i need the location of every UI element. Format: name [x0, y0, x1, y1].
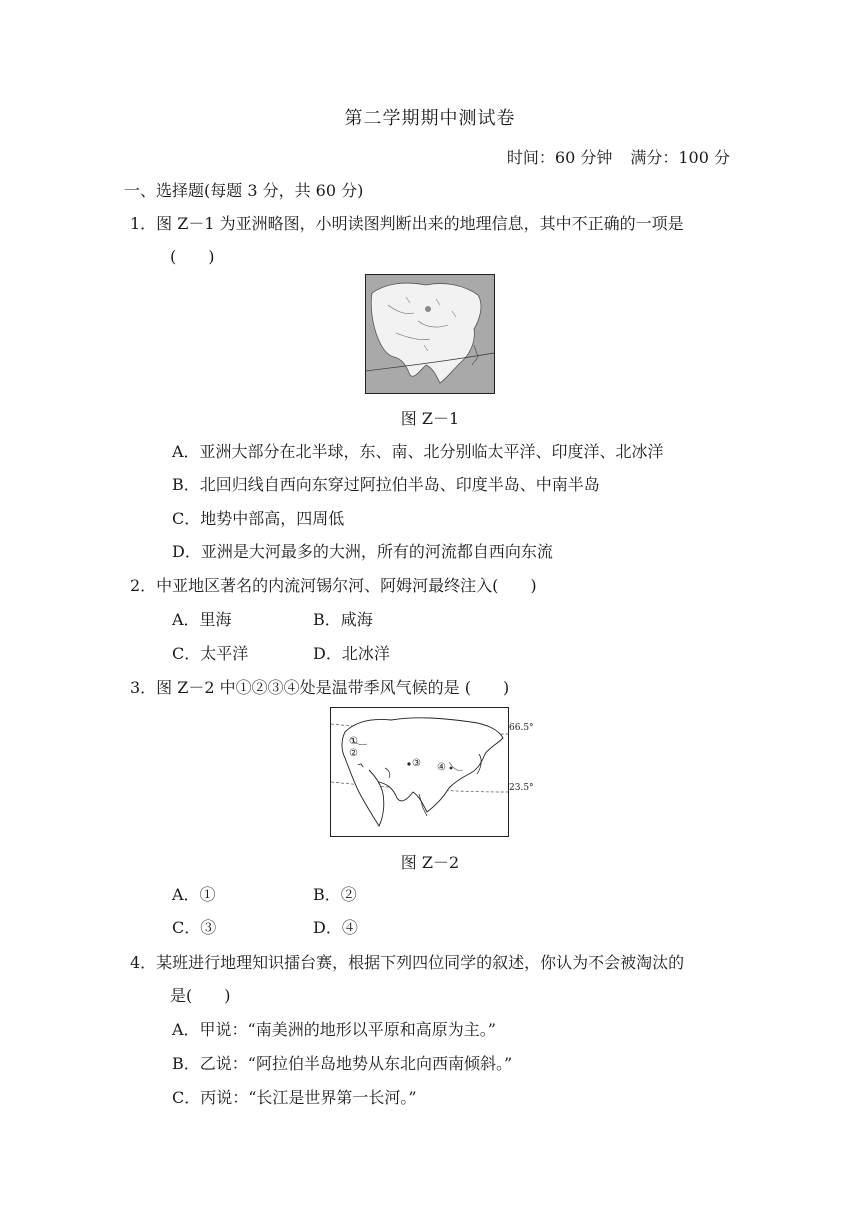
exam-score: 满分：100 分 — [630, 148, 730, 167]
q3-option-c: C．③ — [172, 918, 217, 937]
q3-option-b: B．② — [313, 885, 357, 904]
section-heading: 一、选择题(每题 3 分，共 60 分) — [124, 181, 364, 200]
exam-title: 第二学期期中测试卷 — [344, 108, 516, 129]
arctic-circle-label: 66.5° — [509, 723, 534, 733]
marker-4: ④ — [437, 762, 446, 773]
q4-option-b: B．乙说：“阿拉伯半岛地势从东北向西南倾斜。” — [172, 1054, 513, 1073]
q3-option-a: A．① — [172, 885, 216, 904]
q2-option-d: D．北冰洋 — [313, 644, 390, 663]
exam-time: 时间：60 分钟 — [506, 148, 613, 167]
marker-1: ① — [349, 736, 358, 747]
q1-figure-caption: 图 Z－1 — [400, 409, 460, 428]
q3-stem: 3．图 Z－2 中①②③④处是温带季风气候的是 ( ) — [130, 678, 510, 697]
q1-option-a: A．亚洲大部分在北半球，东、南、北分别临太平洋、印度洋、北冰洋 — [172, 442, 664, 461]
marker-3: ③ — [412, 758, 421, 769]
q4-stem: 4．某班进行地理知识擂台赛，根据下列四位同学的叙述，你认为不会被淘汰的 — [130, 953, 685, 972]
figure-asia-map — [365, 274, 495, 394]
q2-option-b: B．咸海 — [313, 610, 373, 629]
q1-option-d: D．亚洲是大河最多的大洲，所有的河流都自西向东流 — [172, 542, 553, 561]
q3-option-d: D．④ — [313, 918, 358, 937]
figure-eurasia-map — [330, 707, 534, 837]
q4-stem-cont: 是( ) — [170, 986, 231, 1005]
q2-option-c: C．太平洋 — [172, 644, 249, 663]
marker-2: ② — [349, 748, 358, 759]
asia-map-graphic — [366, 275, 494, 393]
q1-option-b: B．北回归线自西向东穿过阿拉伯半岛、印度半岛、中南半岛 — [172, 475, 600, 494]
q2-option-a: A．里海 — [172, 610, 232, 629]
q3-figure-caption: 图 Z－2 — [400, 853, 460, 872]
q4-option-a: A．甲说：“南美洲的地形以平原和高原为主。” — [172, 1020, 496, 1039]
q1-stem: 1．图 Z－1 为亚洲略图，小明读图判断出来的地理信息，其中不正确的一项是 — [130, 214, 684, 233]
q4-option-c: C．丙说：“长江是世界第一长河。” — [172, 1088, 417, 1107]
q1-option-c: C．地势中部高，四周低 — [172, 509, 345, 528]
eurasia-map-graphic — [331, 708, 508, 836]
q1-stem-cont: ( ) — [170, 247, 215, 266]
q2-stem: 2．中亚地区著名的内流河锡尔河、阿姆河最终注入( ) — [130, 576, 537, 595]
exam-meta — [507, 145, 730, 168]
tropic-label: 23.5° — [509, 783, 534, 793]
